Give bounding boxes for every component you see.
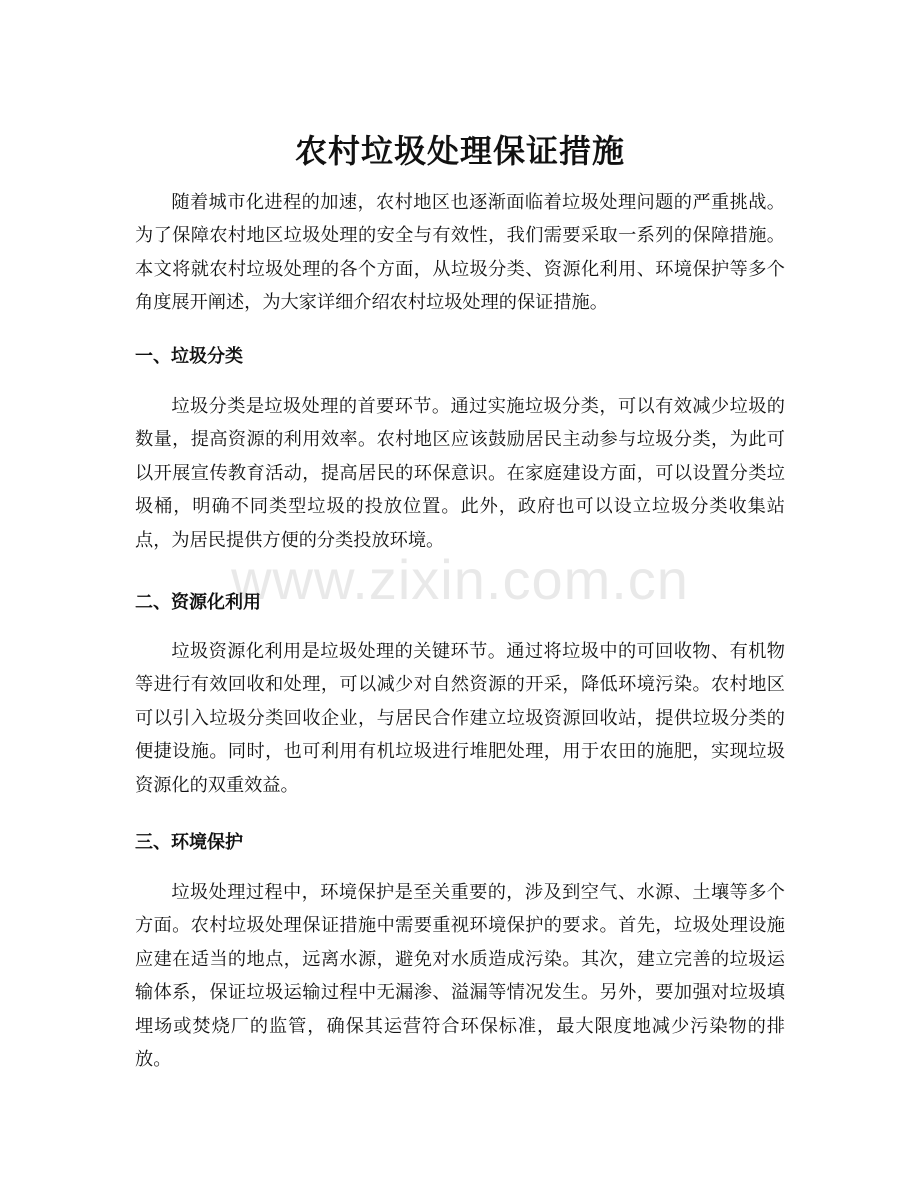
section-heading-resource-utilization: 二、资源化利用 bbox=[135, 592, 261, 613]
section-heading-garbage-sorting: 一、垃圾分类 bbox=[135, 346, 243, 367]
intro-paragraph: 随着城市化进程的加速，农村地区也逐渐面临着垃圾处理问题的严重挑战。为了保障农村地区垃圾处理的安全与有效性，我们需要采取一系列的保障措施。本文将就农村垃圾处理的各个方面，从垃圾分类、资源化利用、环境保护等多个角度展开阐述，为大家详细介绍农村垃圾处理的保证措施。 bbox=[135, 192, 785, 314]
section-body-environmental-protection: 垃圾处理过程中，环境保护是至关重要的，涉及到空气、水源、土壤等多个方面。农村垃圾处理保证措施中需要重视环境保护的要求。首先，垃圾处理设施应建在适当的地点，远离水源，避免对水质造成污染。其次，建立完善的垃圾运输体系，保证垃圾运输过程中无漏渗、溢漏等情况发生。另外，要加强对垃圾填埋场或焚烧厂的监管，确保其运营符合环保标准，最大限度地减少污染物的排放。 bbox=[135, 882, 785, 1071]
page-title: 农村垃圾处理保证措施 bbox=[294, 132, 625, 171]
watermark: www.zixin.com.cn bbox=[231, 548, 689, 611]
section-body-garbage-sorting: 垃圾分类是垃圾处理的首要环节。通过实施垃圾分类，可以有效减少垃圾的数量，提高资源的利用效率。农村地区应该鼓励居民主动参与垃圾分类，为此可以开展宣传教育活动，提高居民的环保意识。在家庭建设方面，可以设置分类垃圾桶，明确不同类型垃圾的投放位置。此外，政府也可以设立垃圾分类收集站点，为居民提供方便的分类投放环境。 bbox=[135, 396, 785, 551]
section-body-resource-utilization: 垃圾资源化利用是垃圾处理的关键环节。通过将垃圾中的可回收物、有机物等进行有效回收和处理，可以减少对自然资源的开采，降低环境污染。农村地区可以引入垃圾分类回收企业，与居民合作建立垃圾资源回收站，提供垃圾分类的便捷设施。同时，也可利用有机垃圾进行堆肥处理，用于农田的施肥，实现垃圾资源化的双重效益。 bbox=[135, 641, 785, 796]
section-heading-environmental-protection: 三、环境保护 bbox=[135, 832, 243, 853]
